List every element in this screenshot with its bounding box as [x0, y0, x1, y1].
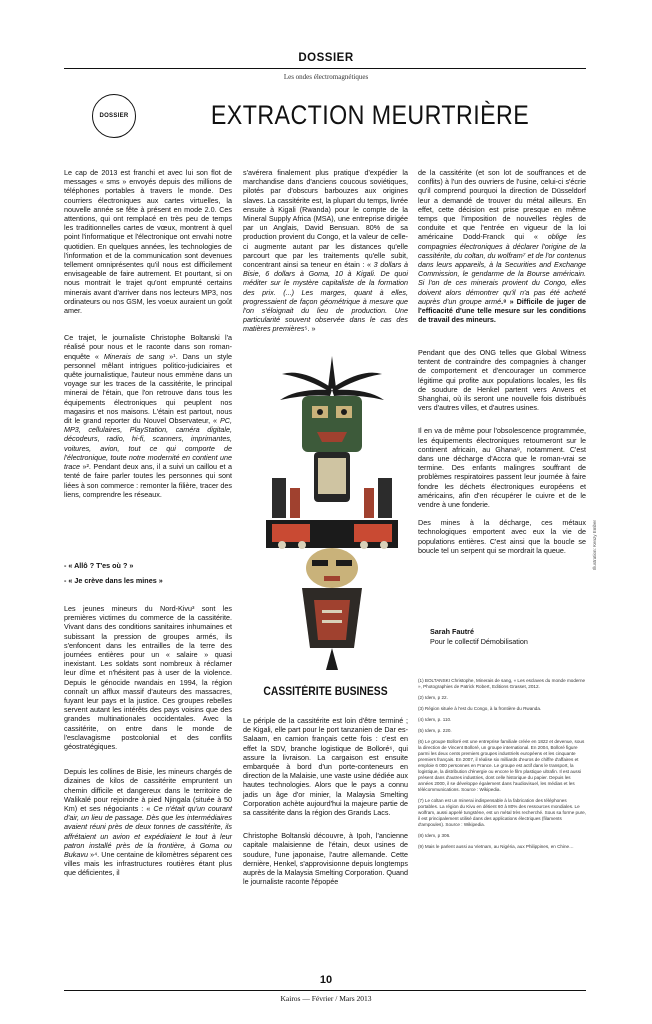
section-header: DOSSIER: [298, 52, 354, 64]
column-3: [418, 168, 586, 333]
paragraph: Des mines à la décharge, ces métaux technologiques emportent avec eux la vie de populations entières. C'est ainsi que la boucle se boucle tel un serpent qui se mordrait la queue.: [418, 518, 586, 555]
footnote: (4) Idem, p. 110.: [418, 717, 452, 722]
article-title: EXTRACTION MEURTRIÈRE: [210, 100, 530, 130]
page-number: 10: [319, 974, 333, 986]
paragraph: Pendant que des ONG telles que Global Witness tentent de contraindre des compagnies à changer de comportement et d'encourager un commerce légitime qui profite aux populations locales, les fils de soudure de Henkel partent vers Anvers et Shanghai, où ils seront une nouvelle fois distribués vers d'autres villes, et d'autres usines.: [418, 348, 586, 413]
paragraph: Le cap de 2013 est franchi et avec lui son flot de messages « sms » envoyés depuis des millions de téléphones portables à travers le monde. Des courriers électroniques aux cartes virtuelles, la nouvelle année se fête à présent en mode 2.0. Ces attentions, qui ont remplacé en très peu de temps les traditionnelles cartes de vœux, montrent à quel point l'informatique et l'électronique ont envahi notre quotidien. En quelques années, les technologies de l'information et de la communication sont devenues tellement omniprésentes qu'il nous est difficilement envisageable de faire autrement. Et pourtant, si on nous montrait le trajet qu'ont emprunté certains minerais avant d'arriver dans nos lecteurs MP3, nos ordinateurs ou nos GSM, les voeux auraient un goût amer.: [64, 168, 232, 316]
paragraph: Christophe Boltanski découvre, à Ipoh, l'ancienne capitale malaisienne de l'étain, deux usines de soudure, l'une japonaise, l'autre allemande. Cette dernière, Henkel, s'approvisionne depuis longtemps auprès de la Malaysia Smelting Corporation. Quand le journaliste raconte l'épopée: [243, 831, 409, 887]
footer-rule: [64, 990, 586, 991]
footer-line: Kairos — Février / Mars 2013: [280, 994, 372, 1003]
footnote: (8) Idem, p 306.: [418, 833, 451, 838]
dossier-badge: DOSSIER: [92, 94, 136, 138]
quote-line: - « Allô ? T'es où ? »: [64, 561, 134, 570]
author-name: Sarah Fautré: [430, 627, 474, 636]
quote-line: - « Je crève dans les mines »: [64, 576, 163, 585]
paragraph: Depuis les collines de Bisie, les mineurs chargés de dizaines de kilos de cassitérite empruntent un chemin difficile et dangereux dans le territoire de Walikalé pour rejoindre à pied Njingala (située à 50 Km) et ses négociants : « Ce n'était qu'un courant d'air, un lieu de passage. Dès que les intermédiaires avaient réuni près de deux tonnes de cassitérite, ils affrétaient un avion et expédiaient le tout à leur patron installé près de la frontière, à Goma ou Bukavu »⁴. Une centaine de kilomètres séparent ces villes mais les infrastructures routières étant plus que déficientes, il: [64, 767, 232, 878]
signature: [430, 627, 590, 647]
column-1: [64, 168, 232, 508]
paragraph: s'avérera finalement plus pratique d'expédier la marchandise dans d'anciens coucous soviétiques, pilotés par d'obscurs barbouzes aux origines slaves. La cassitérite est, la plupart du temps, livrée ensuite à Kigali (Rwanda) pour le compte de la Mineral Supply Africa (MSA), une entreprise dirigée par un Anglais, David Bensuan. 80% de sa production provient du Congo, et la valeur de celle-ci augmente autant par les distances qu'elle parcourt que par les traitements qu'elle subit, concentrant ainsi sa teneur en étain : « 3 dollars à Bisie, 6 dollars à Goma, 10 à Kigali. De quoi méditer sur le mystère capitaliste de la formation des prix. (...) Les marges, quant à elles, progressaient de façon géométrique à mesure que l'on s'éloignait du lieu de production. Une particularité souvent observée dans le cas des matières premières⁵. »: [243, 168, 408, 334]
footnote: (9) Mais le parlent aussi au Vietnam, au Nigéria, aux Philippines, en Chine…: [418, 844, 574, 849]
paragraph: Il en va de même pour l'obsolescence programmée, les équipements électroniques retourneront sur le continent africain, au Ghana⁹, notamment. C'est dans une décharge d'Accra que le roman-vrai se termine. Des enfants malingres souffrant de problèmes respiratoires passent leur journée à faire fondre les déchets électroniques européens et américains, afin d'en récupérer le cuivre et de le vendre à une fonderie.: [418, 426, 586, 510]
column-2: [243, 168, 408, 343]
totem-illustration: [262, 348, 402, 674]
quote-exchange: [64, 560, 232, 590]
footnote: (6) Le groupe Bolloré est une entreprise familiale créée en 1822 et devenue, sous la direction de Vincent Bolloré, un groupe international. En 2004, Bolloré figure parmi les deux cents premiers groupes industriels européens et les cinquante premiers français. En 2007, il réalise six milliards d'euros de chiffre d'affaires et emploie 6 000 personnes en France. Le groupe est actif dans le transport, la logistique, la distribution d'énergie ou encore le film plastique ultrafin. Il est aussi présent dans d'autres industries, dont celle historique du papier. Depuis les années 2000, il se développe également dans l'audiovisuel, les médias et les télécommunications. Source : Wikipedia.: [418, 739, 585, 792]
footnote: (2) Idem, p 22.: [418, 695, 448, 700]
column-1-lower: [64, 604, 232, 887]
paragraph: de la cassitérite (et son lot de souffrances et de conflits) à l'un des ouvriers de l'usine, celui-ci s'écrie qu'il comprend pourquoi la direction de Düsseldorf leur a demandé de trouver du métal ailleurs. En effet, cette décision est prise presque en même temps que l'imposition de nouvelles règles de conduite et que l'entrée en vigueur de la loi américaine Dodd-Franck qui « oblige les compagnies électroniques à déclarer l'origine de la cassitérite, du coltan, du wolfram⁷ et de l'or contenus dans leurs appareils, à la Securities and Exchange Commission, le gendarme de la Bourse américain. Si l'on de ces minerais provient du Congo, elles doivent alors démontrer qu'il n'a pas été acheté auprès d'un groupe armé.⁸ » Difficile de juger de l'efficacité d'une telle mesure sur les conditions de travail des mineurs.: [418, 168, 586, 325]
author-org: Pour le collectif Démobilisation: [430, 637, 528, 646]
paragraph: Ce trajet, le journaliste Christophe Boltanski l'a réalisé pour nous et le raconte dans son roman-enquête « Minerais de sang »¹. Dans un style personnel mêlant intrigues politico-judiciaires et quête journalistique, l'auteur nous emmène dans un voyage sur les traces de la cassitérite, le principal minerai de l'étain, que l'on retrouve dans tous les équipements électroniques qui peuplent nos magasins et nos maisons. L'étain est partout, nous dit le grand reporter du Nouvel Observateur, « PC, MP3, cellulaires, PlayStation, caméra digitale, décodeurs, radio, hi-fi, scanners, imprimantes, voitures, avion, tout ce qui comporte de l'électronique, toute notre modernité en contient une trace »². Pendant deux ans, il a suivi un caillou et a tenté de faire parler toutes les personnes qui sont liées à son commerce : remonter la filière, tracer des liens, comprendre les réseaux.: [64, 333, 232, 499]
paragraph: Les jeunes mineurs du Nord-Kivu³ sont les premières victimes du commerce de la cassitérite. Vivant dans des conditions sanitaires inhumaines et subissant la pression de groupes armés, ils s'enfoncent dans les entrailles de la terre des journées entières pour un « salaire » quasi inexistant. Les soldats sont nombreux à réclamer leur dîme et n'hésitent pas à user de la violence. Depuis le génocide rwandais en 1994, la région connaît un afflux massif d'auteurs des massacres, fuyant leur pays et la justice. Ces groupes rebelles servent autant les intérêts des pays voisins que des grandes multinationales occidentales. Avec la cassitérite, on entre dans le monde de l'esclavagisme postcolonial et des conflits géostratégiques.: [64, 604, 232, 752]
column-3-lower: [418, 348, 586, 564]
footnote: (7) Le coltan est un minerai indispensable à la fabrication des téléphones portables. La région du Kivu en détient 60 à 80% des ressources mondiales. Le wolfram, aussi appelé tungstène, est un métal très recherché. Sous sa forme pure, il est principalement utilisé dans des applications électriques (filaments d'ampoules). Source : Wikipedia.: [418, 798, 587, 827]
illustration-credit: Illustration: Kenzy Ember: [592, 519, 597, 570]
footnotes: [418, 678, 586, 855]
footnote: (3) Région située à l'est du Congo, à la frontière du Rwanda.: [418, 706, 542, 711]
section-subtitle: Les ondes électromagnétiques: [283, 73, 369, 81]
footnote: (5) Idem, p. 220.: [418, 728, 452, 733]
subheading: CASSITÉRITE BUSINESS: [263, 686, 388, 698]
column-2-lower: [243, 716, 408, 895]
paragraph: Le périple de la cassitérite est loin d'être terminé ; de Kigali, elle part pour le port tanzanien de Dar es-Salaam, en camion français cette fois : c'est en effet la SDV, branche logistique de Bolloré⁶, qui assure la livraison. La cargaison est ensuite embarquée à bord d'un porte-conteneurs en direction de la Malaisie, une vaste usine dédiée aux hautes technologies. Alors que le pays a connu jadis un âge d'or minier, la Malaysia Smelting Corporation achète aujourd'hui la majeure partie de sa cassitérite dans la région des Grands Lacs.: [243, 716, 408, 818]
header-rule: [64, 68, 586, 69]
footnote: (1) BOLTANSKI Christophe, Minerais de sang, « Les esclaves du monde moderne », Photographies de Patrick Robert, Editions Grasset, 2012.: [418, 678, 586, 689]
